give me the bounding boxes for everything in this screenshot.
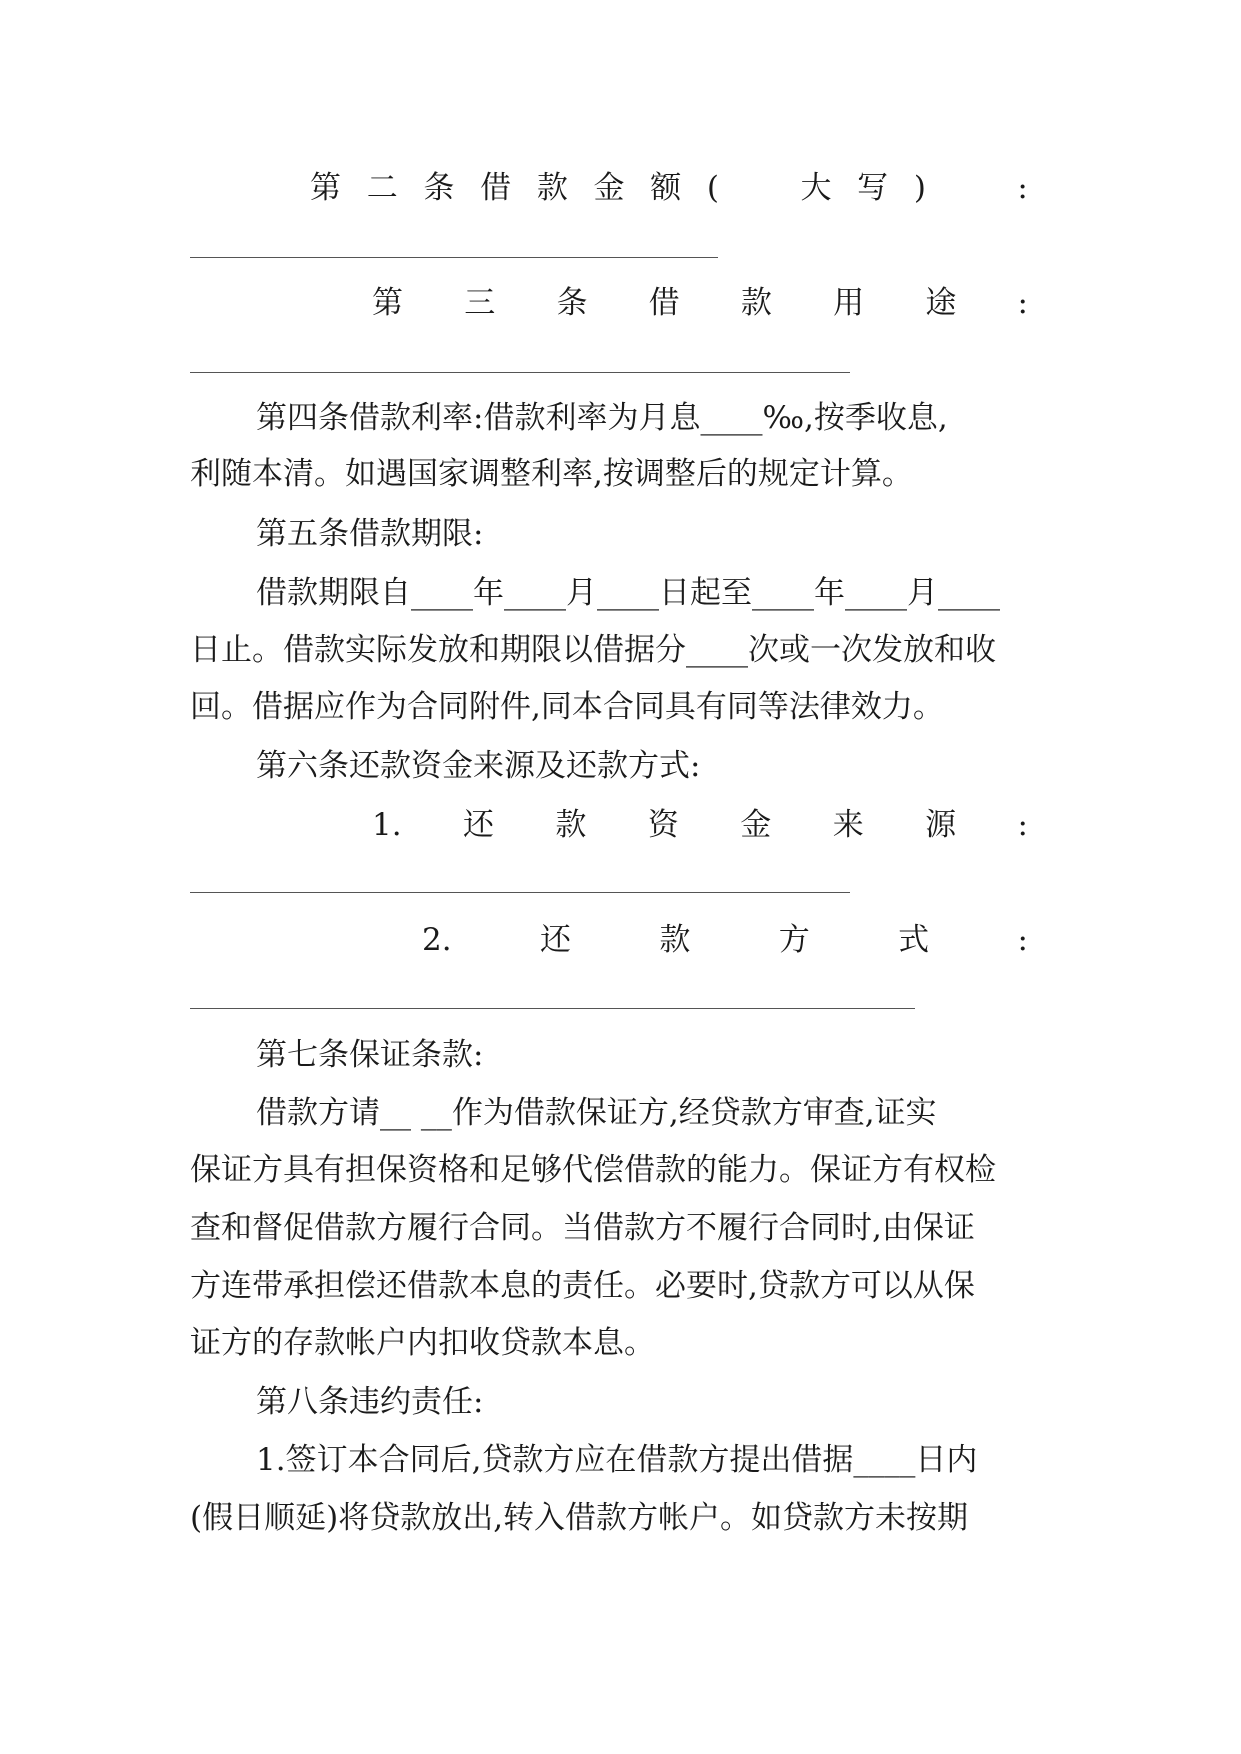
article-7-line-2: 保证方具有担保资格和足够代偿借款的能力。保证方有权检 xyxy=(190,1152,996,1188)
item-1-char: : xyxy=(1017,807,1028,843)
article-7-line-1: 借款方请__ __作为借款保证方,经贷款方审查,证实 xyxy=(256,1095,937,1131)
article-3-char: 款 xyxy=(740,285,772,321)
article-8-line-2: (假日顺延)将贷款放出,转入借款方帐户。如贷款方未按期 xyxy=(190,1500,969,1536)
article-7-line-4: 方连带承担偿还借款本息的责任。必要时,贷款方可以从保 xyxy=(190,1268,975,1304)
article-2-char: 额 xyxy=(650,170,682,206)
item-1-char: 还 xyxy=(463,807,494,843)
article-3-char: : xyxy=(1017,285,1028,321)
item-1-char: 来 xyxy=(832,807,864,843)
article-6-item-1-blank-line xyxy=(190,892,850,893)
article-8-line-1: 1.签订本合同后,贷款方应在借款方提出借据____日内 xyxy=(256,1442,978,1478)
article-2-char: 条 xyxy=(423,170,455,206)
article-2-char: 款 xyxy=(536,170,568,206)
article-3-char: 用 xyxy=(833,285,865,321)
article-2-char: ) xyxy=(913,170,926,206)
item-2-char: : xyxy=(1017,922,1028,958)
article-3-char: 借 xyxy=(648,285,680,321)
article-3-char: 条 xyxy=(556,285,588,321)
article-5-line-2: 日止。借款实际发放和期限以借据分____次或一次发放和收 xyxy=(190,632,996,668)
item-2-char: 款 xyxy=(659,922,691,958)
article-2-char: 二 xyxy=(366,170,398,206)
item-1-char: 金 xyxy=(740,807,772,843)
article-6-item-2-blank-line xyxy=(190,1008,915,1009)
article-3-char: 第 xyxy=(372,285,403,321)
item-1-char: 款 xyxy=(555,807,587,843)
item-1-char: 源 xyxy=(925,807,957,843)
article-5-line-1: 借款期限自____年____月____日起至____年____月____ xyxy=(256,575,1000,611)
article-2-char: ( xyxy=(706,170,720,206)
article-3-char: 途 xyxy=(925,285,957,321)
article-4-line-1: 第四条借款利率:借款利率为月息____‰,按季收息, xyxy=(256,400,948,436)
article-3-char: 三 xyxy=(464,285,496,321)
item-1-char: 资 xyxy=(647,807,679,843)
article-4-line-2: 利随本清。如遇国家调整利率,按调整后的规定计算。 xyxy=(190,456,913,492)
article-2-char: 借 xyxy=(480,170,512,206)
item-2-char: 方 xyxy=(778,922,810,958)
article-7-line-3: 查和督促借款方履行合同。当借款方不履行合同时,由保证 xyxy=(190,1210,975,1246)
article-2-char: : xyxy=(1017,170,1028,206)
article-7-line-5: 证方的存款帐户内扣收贷款本息。 xyxy=(190,1325,655,1361)
item-1-char: 1. xyxy=(372,807,402,843)
item-2-char: 式 xyxy=(898,922,930,958)
item-2-char: 2. xyxy=(422,922,452,958)
article-2-blank-line xyxy=(190,257,718,258)
article-5-heading: 第五条借款期限: xyxy=(256,516,484,552)
item-2-char: 还 xyxy=(539,922,571,958)
article-7-heading: 第七条保证条款: xyxy=(256,1037,484,1073)
article-3-blank-line xyxy=(190,372,850,373)
article-8-heading: 第八条违约责任: xyxy=(256,1384,484,1420)
article-2-char: 写 xyxy=(857,170,889,206)
article-2-char: 第 xyxy=(310,170,341,206)
article-5-line-3: 回。借据应作为合同附件,同本合同具有同等法律效力。 xyxy=(190,689,944,725)
article-2-char: 金 xyxy=(593,170,625,206)
article-6-heading: 第六条还款资金来源及还款方式: xyxy=(256,748,701,784)
article-2-char: 大 xyxy=(800,170,832,206)
